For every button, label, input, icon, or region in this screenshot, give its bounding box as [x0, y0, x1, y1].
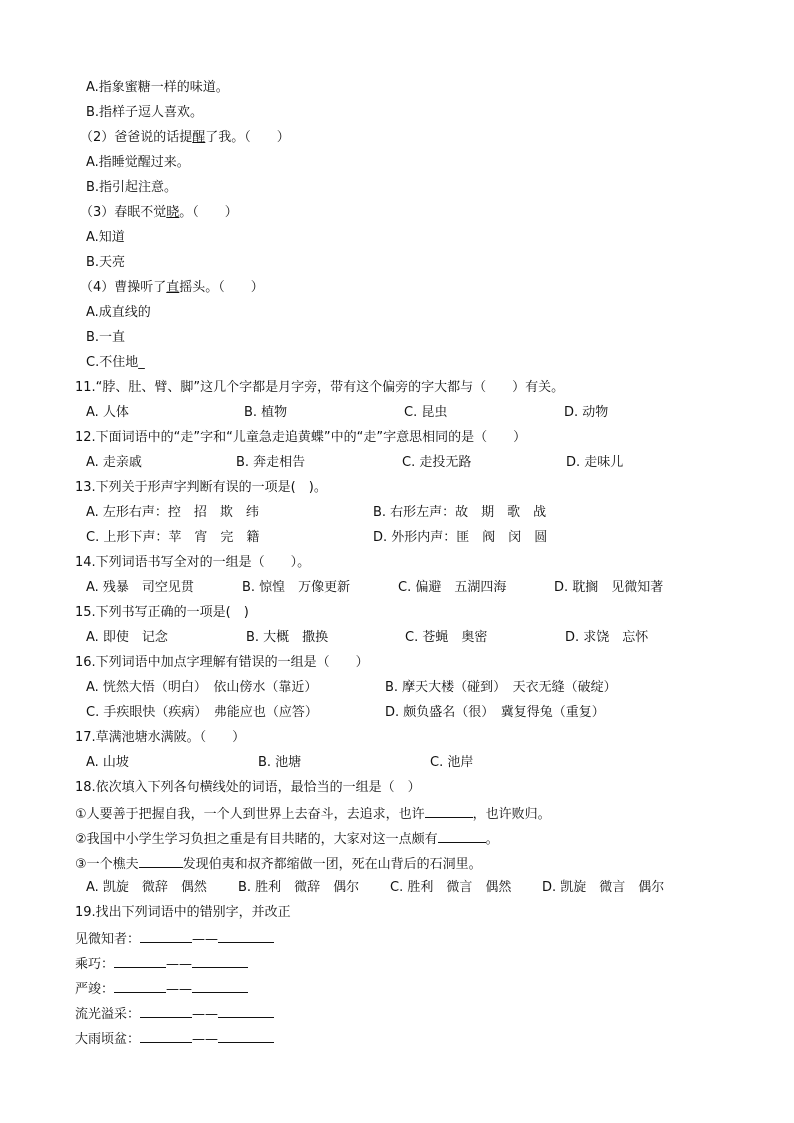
- q16-option-d: D. 颇负盛名（很） 冀复得兔（重复）: [385, 705, 605, 720]
- q19-item-3-correct-blank[interactable]: [192, 980, 248, 993]
- q17-option-a: A. 山坡: [86, 755, 129, 770]
- q14-option-d: D. 耽搁 见微知著: [554, 580, 664, 595]
- q18-option-c: C. 胜利 微言 偶然: [390, 880, 512, 895]
- q18-sentence-1: [75, 805, 551, 823]
- q19-dash: ——: [166, 957, 193, 972]
- q13-option-c: C. 上形下声：苹 宵 完 籍: [86, 530, 260, 545]
- q11-option-d: D. 动物: [564, 405, 609, 420]
- q19-item-1-label: 见微知者：: [75, 932, 141, 947]
- q14-option-a: A. 残暴 司空见贯: [86, 580, 194, 595]
- q18-stem: 18.依次填入下列各句横线处的词语，最恰当的一组是（ ）: [75, 780, 421, 795]
- q11-option-c: C. 昆虫: [404, 405, 448, 420]
- q19-item-5-correct-blank[interactable]: [218, 1030, 274, 1043]
- q16-option-b: B. 摩天大楼（碰到） 天衣无缝（破绽）: [385, 680, 617, 695]
- q15-option-d: D. 求饶 忘怀: [565, 630, 649, 645]
- q18-s3-blank[interactable]: [139, 855, 183, 868]
- q10-s3-pre: （3）春眠不觉: [80, 205, 167, 220]
- q10-s3-stem: [80, 205, 238, 221]
- q14-stem: 14.下列词语书写全对的一组是（ ）。: [75, 555, 311, 570]
- q10-s2-stem: [80, 130, 290, 146]
- q12-option-c: C. 走投无路: [402, 455, 472, 470]
- q15-stem: 15.下列书写正确的一项是( ): [75, 605, 249, 620]
- q10-s4-option-b: B.一直: [86, 330, 126, 345]
- q19-item-2-label: 乘巧：: [75, 957, 115, 972]
- q10-s4-word: 直: [166, 280, 180, 295]
- q19-item-1-wrong-blank[interactable]: [140, 930, 192, 943]
- q19-item-5-wrong-blank[interactable]: [140, 1030, 192, 1043]
- q19-item-2: [75, 955, 248, 973]
- q10-s2-post: 了我。（ ）: [205, 130, 290, 145]
- q10-s4-option-a: A.成直线的: [86, 305, 151, 320]
- q10-s3-post: 。（ ）: [179, 205, 238, 220]
- q10-s1-option-a: A.指象蜜糖一样的味道。: [86, 80, 229, 95]
- q19-dash: ——: [192, 932, 219, 947]
- q19-dash: ——: [192, 1007, 219, 1022]
- q18-option-a: A. 凯旋 微辞 偶然: [86, 880, 207, 895]
- q10-s4-option-c: C.不住地_: [86, 355, 145, 370]
- q18-s1-pre: ①人要善于把握自我，一个人到世界上去奋斗，去追求，也许: [75, 807, 425, 822]
- q19-dash: ——: [166, 982, 193, 997]
- q11-option-b: B. 植物: [244, 405, 288, 420]
- q19-item-3-label: 严竣：: [75, 982, 115, 997]
- q18-s1-post: ，也许败归。: [472, 807, 551, 822]
- q14-option-c: C. 偏避 五湖四海: [398, 580, 507, 595]
- q11-option-a: A. 人体: [86, 405, 129, 420]
- q13-option-b: B. 右形左声：故 期 歌 战: [373, 505, 547, 520]
- q12-option-a: A. 走亲戚: [86, 455, 142, 470]
- q10-s1-option-b: B.指样子逗人喜欢。: [86, 105, 204, 120]
- q17-stem: 17.草满池塘水满陂。（ ）: [75, 730, 246, 745]
- q10-s3-option-b: B.天亮: [86, 255, 126, 270]
- q19-item-5: [75, 1030, 274, 1048]
- q19-item-5-label: 大雨顷盆：: [75, 1032, 141, 1047]
- q18-option-b: B. 胜利 微辞 偶尔: [238, 880, 360, 895]
- q19-item-2-correct-blank[interactable]: [192, 955, 248, 968]
- q13-option-a: A. 左形右声：控 招 欺 纬: [86, 505, 259, 520]
- q16-option-c: C. 手疾眼快（疾病） 弗能应也（应答）: [86, 705, 318, 720]
- q16-option-a: A. 恍然大悟（明白） 依山傍水（靠近）: [86, 680, 318, 695]
- q17-option-c: C. 池岸: [430, 755, 474, 770]
- q10-s4-pre: （4）曹操听了: [80, 280, 167, 295]
- q13-stem: 13.下列关于形声字判断有误的一项是( )。: [75, 480, 327, 495]
- q19-item-1-correct-blank[interactable]: [218, 930, 274, 943]
- q14-option-b: B. 惊惶 万像更新: [242, 580, 351, 595]
- q16-stem: 16.下列词语中加点字理解有错误的一组是（ ）: [75, 655, 369, 670]
- q10-s2-option-b: B.指引起注意。: [86, 180, 178, 195]
- q13-option-d: D. 外形内声：匪 阀 闵 圆: [373, 530, 548, 545]
- q19-item-4: [75, 1005, 274, 1023]
- q18-option-d: D. 凯旋 微言 偶尔: [542, 880, 665, 895]
- q17-option-b: B. 池塘: [258, 755, 302, 770]
- q18-s3-post: 发现伯夷和叔齐都缩做一团，死在山背后的石洞里。: [182, 857, 482, 872]
- q19-item-2-wrong-blank[interactable]: [114, 955, 166, 968]
- q19-item-4-wrong-blank[interactable]: [140, 1005, 192, 1018]
- q15-option-c: C. 苍蝇 奥密: [405, 630, 488, 645]
- q19-dash: ——: [192, 1032, 219, 1047]
- q15-option-a: A. 即使 记念: [86, 630, 168, 645]
- q11-stem: 11.“脖、肚、臂、脚”这几个字都是月字旁，带有这个偏旁的字大都与（ ）有关。: [75, 380, 565, 395]
- q10-s3-option-a: A.知道: [86, 230, 125, 245]
- q19-stem: 19.找出下列词语中的错别字，并改正: [75, 905, 291, 920]
- q15-option-b: B. 大概 撒换: [246, 630, 329, 645]
- q10-s3-word: 晓: [166, 205, 180, 220]
- q18-s3-pre: ③一个樵夫: [75, 857, 139, 872]
- q10-s4-stem: [80, 280, 264, 296]
- q18-s2-pre: ②我国中小学生学习负担之重是有目共睹的，大家对这一点颇有: [75, 832, 438, 847]
- q12-stem: 12.下面词语中的“走”字和“儿童急走追黄蝶”中的“走”字意思相同的是（ ）: [75, 430, 527, 445]
- q12-option-d: D. 走味儿: [566, 455, 624, 470]
- q10-s2-pre: （2）爸爸说的话提: [80, 130, 193, 145]
- q10-s2-word: 醒: [192, 130, 206, 145]
- q19-item-3: [75, 980, 248, 998]
- q19-item-4-correct-blank[interactable]: [218, 1005, 274, 1018]
- q19-item-1: [75, 930, 274, 948]
- q18-sentence-2: [75, 830, 499, 848]
- q12-option-b: B. 奔走相告: [236, 455, 306, 470]
- q19-item-3-wrong-blank[interactable]: [114, 980, 166, 993]
- q10-s4-post: 摇头。（ ）: [179, 280, 264, 295]
- q10-s2-option-a: A.指睡觉醒过来。: [86, 155, 190, 170]
- q18-s2-blank[interactable]: [438, 830, 486, 843]
- q18-sentence-3: [75, 855, 482, 873]
- q19-item-4-label: 流光溢采：: [75, 1007, 141, 1022]
- q18-s2-post: 。: [485, 832, 499, 847]
- q18-s1-blank[interactable]: [425, 805, 473, 818]
